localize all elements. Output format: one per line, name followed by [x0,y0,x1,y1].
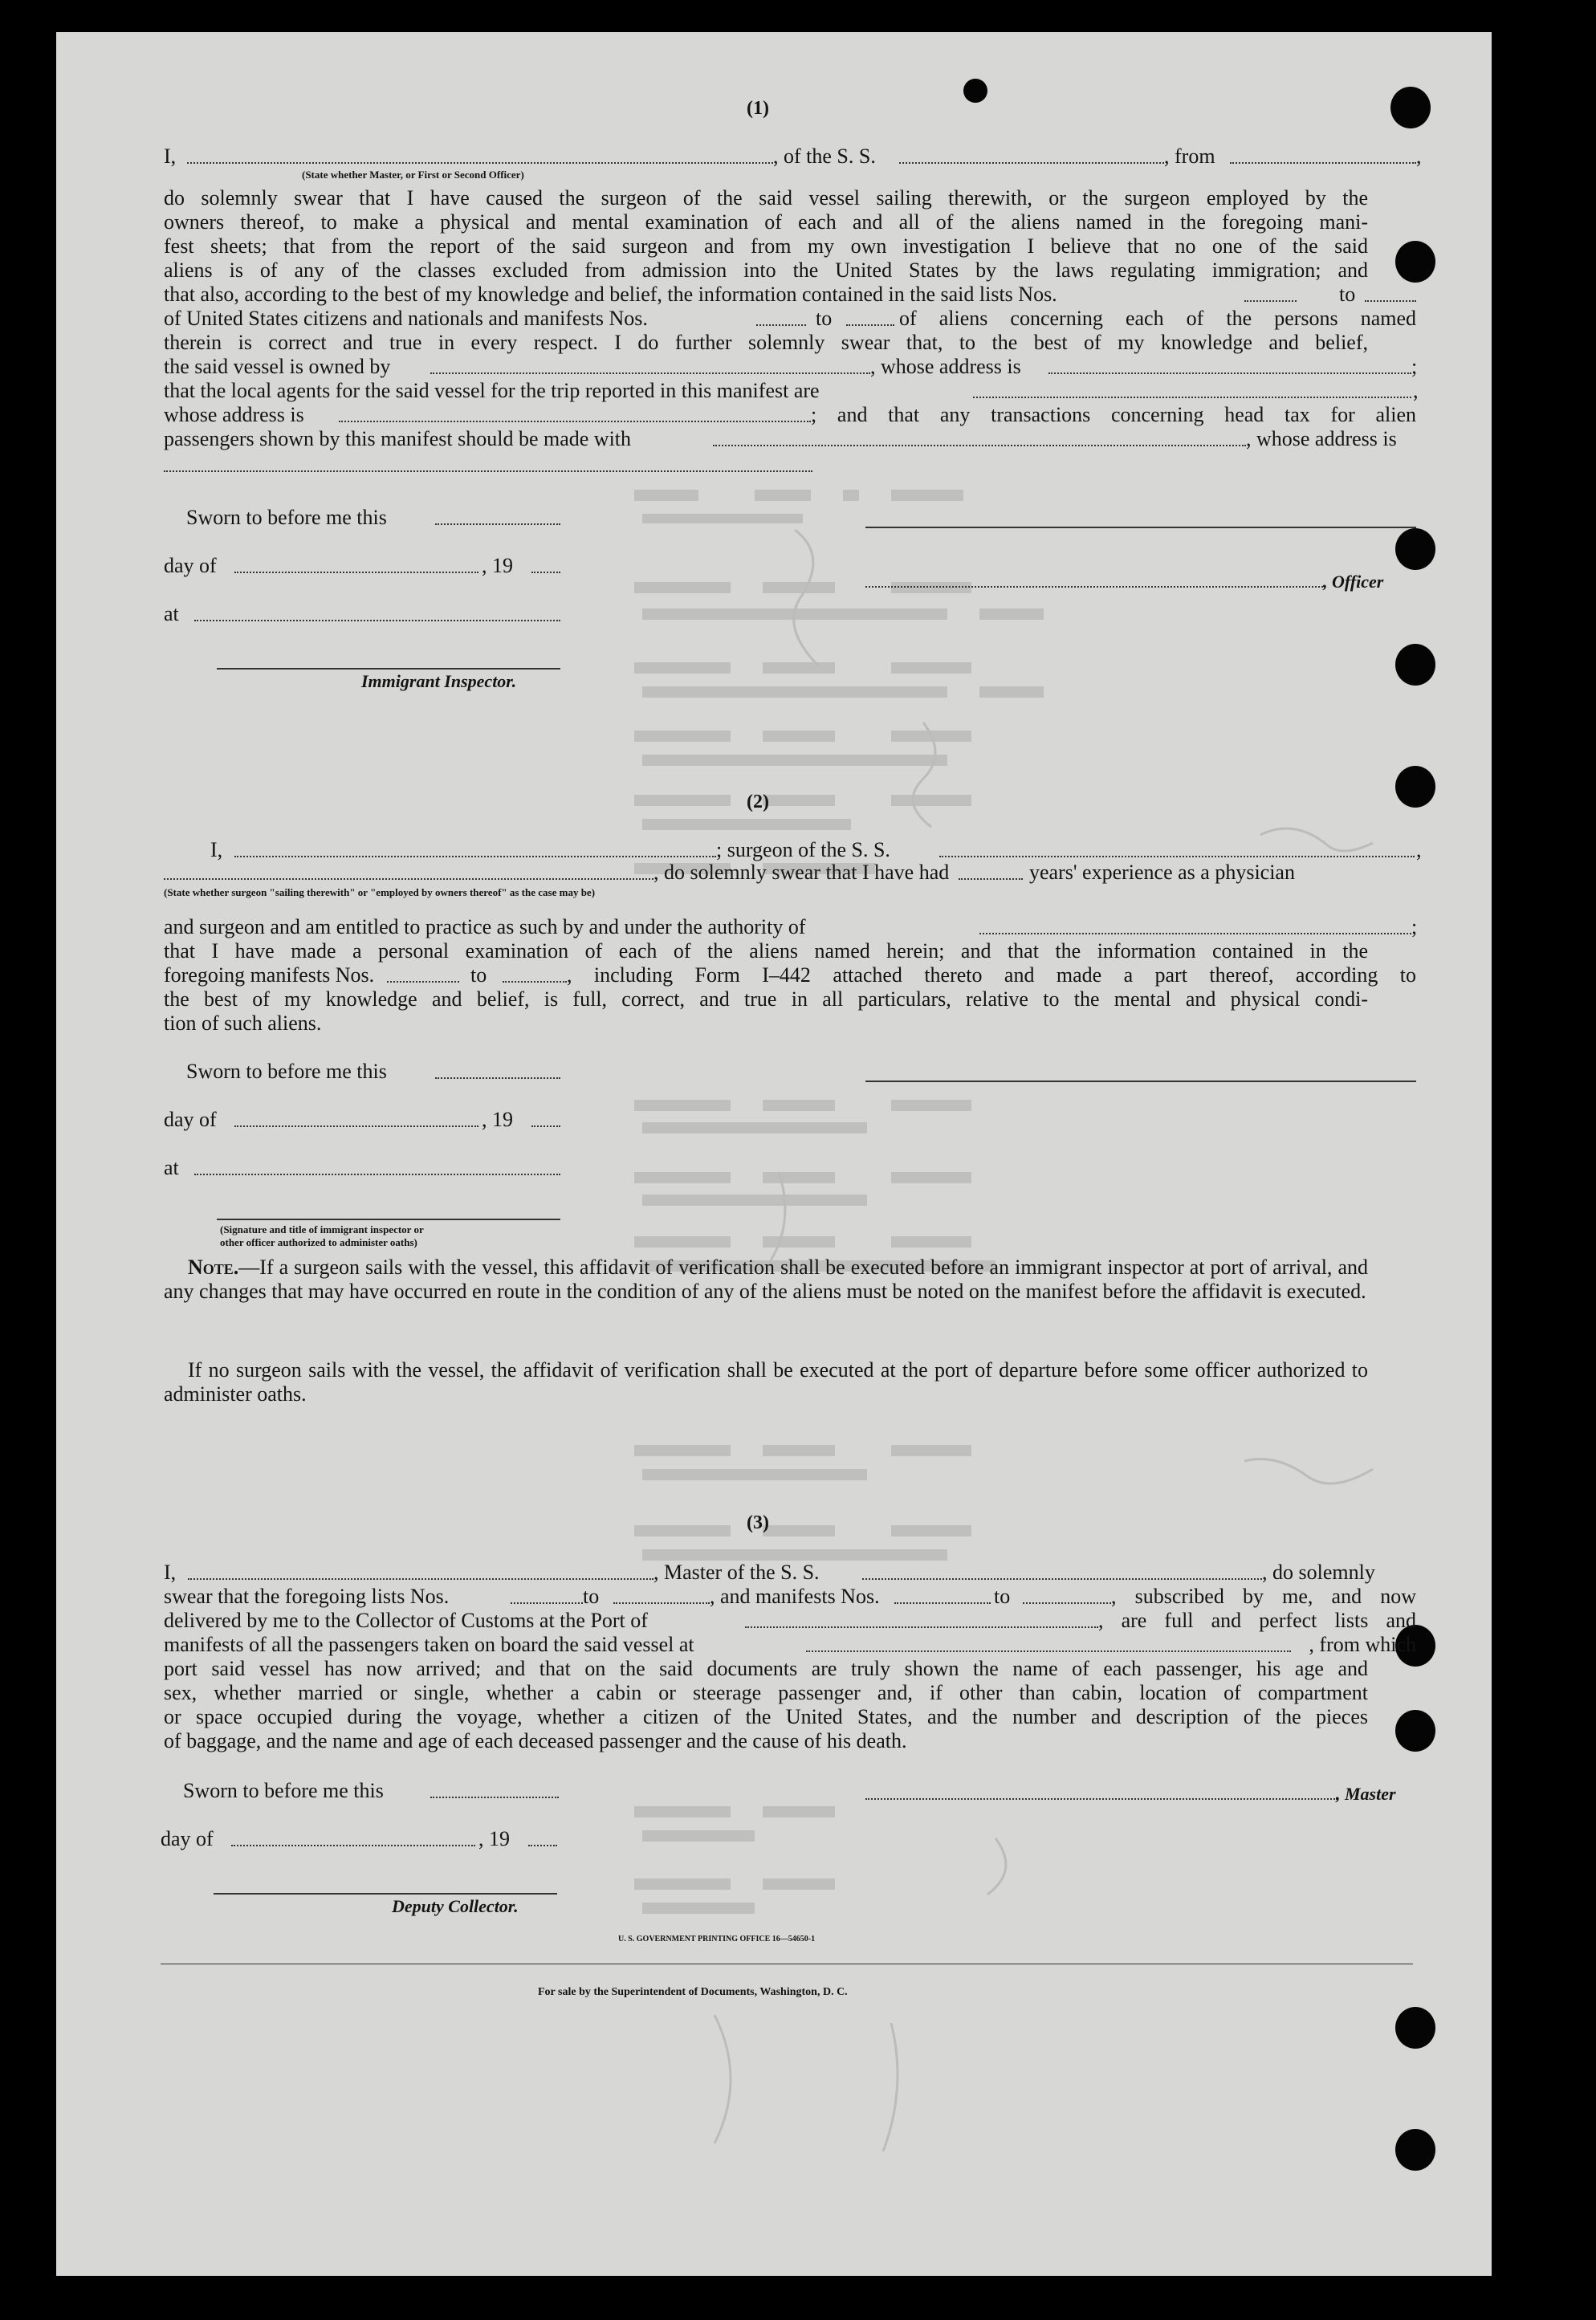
s3-master-name-blank [188,1578,653,1580]
note-text: —If a surgeon sails with the vessel, this affidavit of verification shall be executed before an immigrant inspector at port of arrival, and any changes that may have occurred en route in the condition of any of the aliens must be noted on the manifest before the affidavit is executed. [164,1256,1368,1304]
whose-address-end: , whose address is [1246,427,1397,450]
master-name-blank [187,162,773,164]
s3-manifests-to-blank [1023,1602,1111,1604]
port-of-blank [745,1626,1098,1628]
surgeon-role-blank [164,878,653,880]
day-of-blank-1 [234,572,478,573]
and-manifests-label: , and manifests Nos. [710,1585,880,1608]
section-1-para-line-2: owners thereof, to make a physical and mental examination of each and all of the aliens named in the foregoing mani- [164,210,1368,234]
section-2-para-line-4: the best of my knowledge and belief, is full, correct, and true in all particulars, relative to the mental and physical condi- [164,987,1368,1011]
section-2-para-line-3: foregoing manifests Nos. [164,963,375,987]
swear-lists-label: swear that the foregoing lists Nos. [164,1585,450,1608]
surgeon-note-2: If no surgeon sails with the vessel, the affidavit of verification shall be executed at the port of departure before some officer authorized to administer oaths. [164,1358,1368,1406]
section-1-caption: (State whether Master, or First or Second Officer) [302,169,524,181]
to-label-4: to [583,1585,600,1608]
sig-caption-1: (Signature and title of immigrant inspector or [220,1223,424,1235]
day-of-label-3: day of [161,1827,214,1850]
day-of-blank-3 [231,1845,475,1846]
surgeon-ship-blank [939,856,1415,857]
boarding-port-blank [806,1650,1291,1652]
section-3-para-line-3: or space occupied during the voyage, whether a citizen of the United States, and the number and description of the pieces [164,1705,1368,1728]
inspector-signature-line [217,668,560,670]
for-sale-text: For sale by the Superintendent of Documents, Washington, D. C. [538,1986,848,1998]
years-label: years' experience as a physician [1029,861,1295,884]
section-1-para-line-3: fest sheets; that from the report of the said surgeon and from my own investigation I believe that no one of the said [164,234,1368,258]
year-blank-2 [531,1125,560,1127]
semicolon-2: ; [1411,915,1418,938]
to-label: to [1339,283,1356,306]
section-1-para-line-8: the said vessel is owned by [164,355,391,378]
sworn-date-blank-2 [435,1077,560,1079]
owner-address-blank [1048,372,1411,374]
collector-signature-line [214,1893,557,1895]
section-1-para-line-4: aliens is of any of the classes excluded from admission into the United States by the laws regulating immigration; and [164,258,1368,282]
lists-no-blank [1244,300,1297,302]
full-perfect-label: , are full and perfect lists and [1098,1609,1416,1632]
head-tax-address-blank [164,470,812,472]
to-label-5: to [994,1585,1011,1608]
section-1-para-line-11: passengers shown by this manifest should be made with [164,427,632,450]
years-blank [959,878,1023,880]
head-tax-agent-blank [713,445,1246,446]
s3-ship-blank [862,1578,1262,1580]
solemnly-label: , do solemnly [1262,1561,1375,1584]
sworn-label-2: Sworn to before me this [186,1060,387,1083]
officer-signature-line [865,527,1416,528]
surgeon-name-blank [234,856,716,857]
deputy-collector-label: Deputy Collector. [392,1896,519,1916]
surgeon-of-label: ; surgeon of the S. S. [716,838,890,861]
sworn-date-blank-3 [430,1797,559,1798]
section-3-para-line-2: sex, whether married or single, whether a cabin or steerage passenger and, if other than cabin, location of compartment [164,1681,1368,1704]
section-3-para-line-4: of baggage, and the name and age of each deceased passenger and the cause of his death. [164,1729,907,1752]
delivered-label: delivered by me to the Collector of Customs at the Port of [164,1609,648,1632]
day-of-label-2: day of [164,1108,217,1131]
section-1-para-line-1: do solemnly swear that I have caused the surgeon of the said vessel sailing therewith, or the surgeon employed by the [164,186,1368,210]
section-2-caption: (State whether surgeon "sailing therewith" or "employed by owners thereof" as the case may be) [164,886,596,898]
section-2-para-line-2: that I have made a personal examination of each of the aliens named herein; and that the information contained in the [164,939,1368,963]
day-of-blank-2 [234,1125,478,1127]
note-label: Note. [188,1256,239,1279]
s2-manifests-from-blank [387,981,459,983]
to-label-3: to [470,963,487,987]
gpo-imprint: U. S. GOVERNMENT PRINTING OFFICE 16—54650-1 [618,1935,816,1944]
line-end-comma-2: , [1416,838,1422,861]
section-3-prefix: I, [164,1561,177,1584]
lists-no-to-blank [1365,300,1416,302]
section-2-para-line-5: tion of such aliens. [164,1011,322,1035]
year-label-3: , 19 [478,1827,510,1850]
manifests-all-label: manifests of all the passengers taken on board the said vessel at [164,1633,694,1656]
manifests-from-blank [756,324,806,326]
form-text: , including Form I–442 attached thereto and made a part thereof, according to [567,963,1416,987]
immigrant-inspector-label: Immigrant Inspector. [361,671,517,691]
agent-address-blank [339,421,811,422]
swear-had-label: , do solemnly swear that I have had [653,861,950,884]
s3-lists-to-blank [613,1602,710,1604]
of-ss-label: , of the S. S. [773,144,876,168]
ship-name-blank [899,162,1164,164]
officer-label: , Officer [1323,572,1384,592]
at-label-1: at [164,602,179,625]
aliens-tail: of aliens concerning each of the persons named [899,307,1416,330]
sworn-label-3: Sworn to before me this [183,1779,384,1802]
section-3-para-line-1: port said vessel has now arrived; and that on the said documents are truly shown the name of each passenger, his age and [164,1657,1368,1680]
section-2-prefix: I, [210,838,223,861]
document-page [56,32,1492,2276]
section-1-prefix: I, [164,144,177,168]
at-label-2: at [164,1156,179,1179]
at-blank-2 [194,1174,560,1175]
officer-2-signature-line [217,1219,560,1220]
s3-lists-from-blank [511,1602,583,1604]
master-label: , Master [1336,1784,1396,1804]
section-1-para-line-9: that the local agents for the said vessel for the trip reported in this manifest are [164,379,820,402]
year-blank-1 [531,572,560,573]
manifests-to-blank [846,324,894,326]
section-3-number: (3) [747,1512,769,1533]
s3-manifests-from-blank [894,1602,991,1604]
section-1-para-line-6: of United States citizens and nationals and manifests Nos. [164,307,648,330]
section-2-para-line-1: and surgeon and am entitled to practice as such by and under the authority of [164,915,806,938]
officer-title-blank [865,586,1323,588]
sworn-label-1: Sworn to before me this [186,506,387,529]
section-2-number: (2) [747,792,769,812]
authority-blank [979,933,1411,934]
from-label: , from [1164,144,1215,168]
section-1-number: (1) [747,98,769,119]
year-label-1: , 19 [482,554,513,577]
sworn-date-blank-1 [435,523,560,525]
from-port-blank [1230,162,1416,164]
comma: , [1413,379,1419,402]
sig-caption-2: other officer authorized to administer oaths) [220,1236,417,1248]
owner-blank [430,372,870,374]
from-which-label: , from which [1309,1633,1416,1656]
year-label-2: , 19 [482,1108,513,1131]
agents-blank [973,397,1411,398]
to-label-2: to [816,307,833,330]
head-tax-text: ; and that any transactions concerning head tax for alien [811,403,1416,426]
surgeon-note [164,1256,1368,1304]
master-of-label: , Master of the S. S. [653,1561,820,1584]
section-1-para-line-7: therein is correct and true in every respect. I do further solemnly swear that, to the best of my knowledge and belief, [164,331,1368,354]
year-blank-3 [528,1845,557,1846]
section-1-para-line-10: whose address is [164,403,304,426]
whose-address-label: , whose address is [870,355,1021,378]
line-end-comma: , [1416,144,1422,168]
surgeon-signature-line [865,1081,1416,1082]
s2-manifests-to-blank [503,981,567,983]
day-of-label-1: day of [164,554,217,577]
master-signature-blank [865,1798,1337,1800]
section-1-para-line-5: that also, according to the best of my knowledge and belief, the information contained in the said lists Nos. [164,283,1057,306]
at-blank-1 [194,620,560,621]
subscribed-label: , subscribed by me, and now [1111,1585,1416,1608]
semicolon: ; [1411,355,1418,378]
